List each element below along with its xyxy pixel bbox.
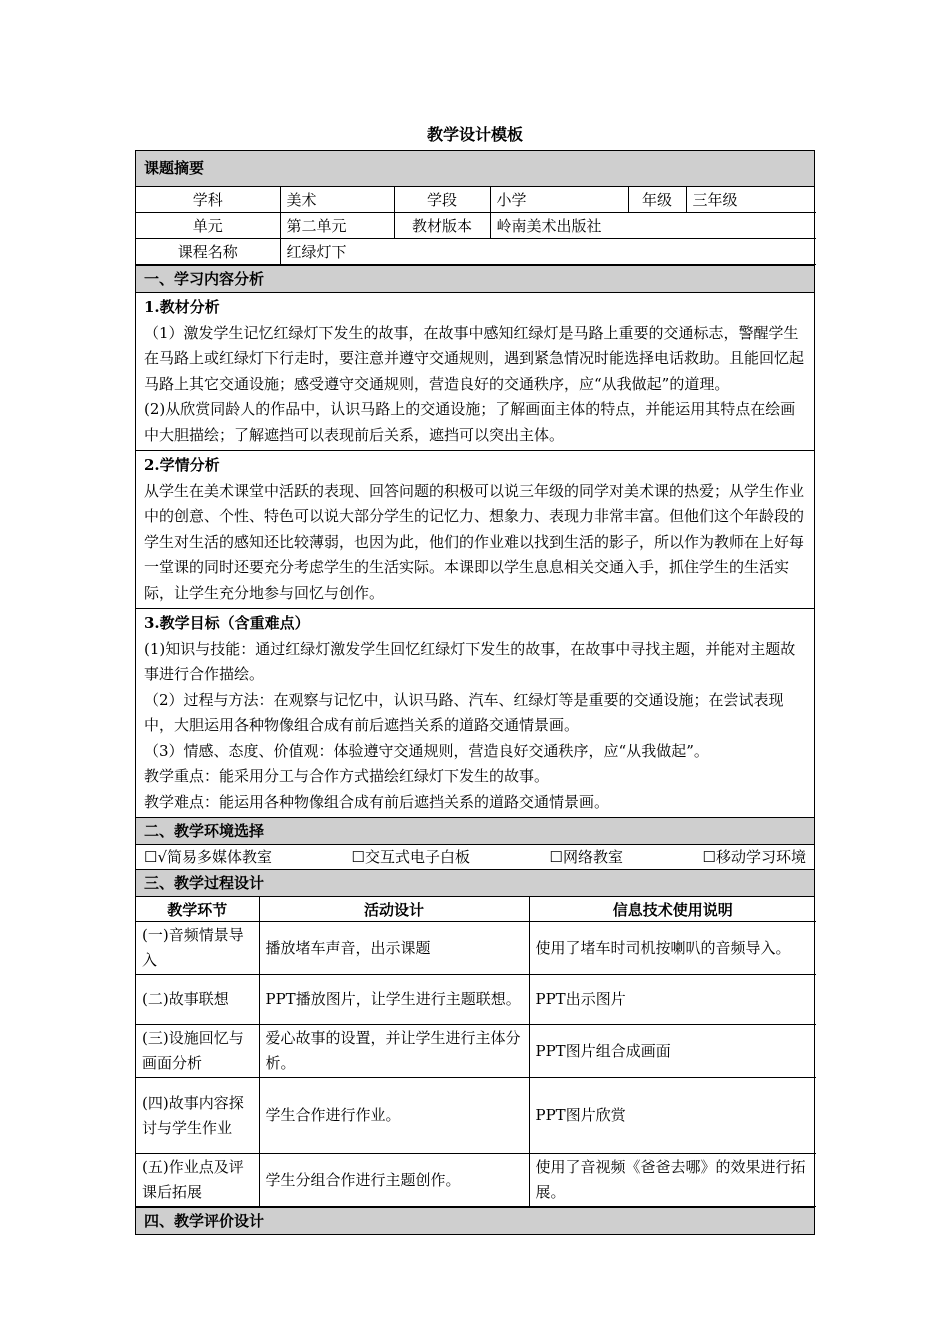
subject-label: 学科	[136, 187, 280, 213]
edition-label: 教材版本	[394, 213, 490, 239]
edition-value: 岭南美术出版社	[490, 213, 816, 239]
goals-paragraph: 教学难点：能运用各种物像组合成有前后遮挡关系的道路交通情景画。	[144, 792, 610, 811]
table-row	[136, 975, 816, 1025]
env-option-multimedia[interactable]: ☐√简易多媒体教室	[144, 848, 273, 866]
process-activity: 学生分组合作进行主题创作。	[259, 1154, 529, 1207]
process-tech: PPT图片组合成画面	[529, 1025, 816, 1078]
process-tech: PPT出示图片	[529, 975, 816, 1025]
course-value: 红绿灯下	[280, 239, 816, 265]
process-stage: (四)故事内容探讨与学生作业	[136, 1078, 259, 1154]
summary-table	[136, 187, 816, 265]
process-table	[136, 897, 816, 1207]
subject-value: 美术	[280, 187, 394, 213]
teaching-goals	[136, 609, 814, 818]
process-stage: (一)音频情景导入	[136, 922, 259, 975]
goals-paragraph: (1)知识与技能：通过红绿灯激发学生回忆红绿灯下发生的故事，在故事中寻找主题，并能对主题故事进行合作描绘。	[144, 639, 796, 683]
grade-label: 年级	[628, 187, 686, 213]
table-row	[136, 1025, 816, 1078]
course-label: 课程名称	[136, 239, 280, 265]
summary-heading: 课题摘要	[136, 151, 814, 187]
goals-paragraph: （3）情感、态度、价值观：体验遵守交通规则，营造良好交通秩序，应“从我做起”。	[144, 741, 709, 760]
process-tech: 使用了堵车时司机按喇叭的音频导入。	[529, 922, 816, 975]
section4-heading: 四、教学评价设计	[136, 1207, 814, 1234]
goals-paragraph: （2）过程与方法：在观察与记忆中，认识马路、汽车、红绿灯等是重要的交通设施；在尝试表现中，大胆运用各种物像组合成有前后遮挡关系的道路交通情景画。	[144, 690, 784, 734]
textbook-paragraph: （1）激发学生记忆红绿灯下发生的故事，在故事中感知红绿灯是马路上重要的交通标志，警醒学生在马路上或红绿灯下行走时，要注意并遵守交通规则，遇到紧急情况时能选择电话救助。且能回忆起马路上其它交通设施；感受遵守交通规则，营造良好的交通秩序，应“从我做起”的道理。	[144, 323, 805, 393]
section2-heading: 二、教学环境选择	[136, 818, 814, 845]
learner-paragraph: 从学生在美术课堂中活跃的表现、回答问题的积极可以说三年级的同学对美术课的热爱；从学生作业中的创意、个性、特色可以说大部分学生的记忆力、想象力、表现力非常丰富。但他们这个年龄段的学生对生活的感知还比较薄弱，也因为此，他们的作业难以找到生活的影子，所以作为教师在上好每一堂课的同时还要充分考虑学生的生活实际。本课即以学生息息相关交通入手，抓住学生的生活实际，让学生充分地参与回忆与创作。	[144, 481, 805, 602]
page-title: 教学设计模板	[426, 125, 523, 144]
table-row	[136, 922, 816, 975]
process-col-activity: 活动设计	[259, 897, 529, 922]
goals-title: 3.教学目标（含重难点）	[144, 614, 310, 632]
process-activity: 学生合作进行作业。	[259, 1078, 529, 1154]
process-col-stage: 教学环节	[136, 897, 259, 922]
table-row	[136, 1154, 816, 1207]
env-option-whiteboard[interactable]: ☐交互式电子白板	[351, 848, 470, 866]
environment-options	[136, 845, 814, 870]
process-tech: 使用了音视频《爸爸去哪》的效果进行拓展。	[529, 1154, 816, 1207]
learner-title: 2.学情分析	[144, 456, 220, 474]
process-tech: PPT图片欣赏	[529, 1078, 816, 1154]
process-stage: (三)设施回忆与画面分析	[136, 1025, 259, 1078]
process-col-tech: 信息技术使用说明	[529, 897, 816, 922]
grade-value: 三年级	[686, 187, 816, 213]
stage-label: 学段	[394, 187, 490, 213]
learner-analysis	[136, 451, 814, 609]
textbook-analysis	[136, 293, 814, 451]
env-option-network[interactable]: ☐网络教室	[549, 848, 623, 866]
process-stage: (五)作业点及评课后拓展	[136, 1154, 259, 1207]
stage-value: 小学	[490, 187, 628, 213]
process-activity: 爱心故事的设置，并让学生进行主体分析。	[259, 1025, 529, 1078]
unit-value: 第二单元	[280, 213, 394, 239]
unit-label: 单元	[136, 213, 280, 239]
process-activity: PPT播放图片，让学生进行主题联想。	[259, 975, 529, 1025]
goals-paragraph: 教学重点：能采用分工与合作方式描绘红绿灯下发生的故事。	[144, 767, 550, 785]
process-activity: 播放堵车声音，出示课题	[259, 922, 529, 975]
env-option-mobile[interactable]: ☐移动学习环境	[702, 848, 806, 866]
process-stage: (二)故事联想	[136, 975, 259, 1025]
lesson-plan-table	[135, 150, 815, 1235]
textbook-paragraph: (2)从欣赏同龄人的作品中，认识马路上的交通设施；了解画面主体的特点，并能运用其特点在绘画中大胆描绘；了解遮挡可以表现前后关系，遮挡可以突出主体。	[144, 400, 796, 444]
table-row	[136, 1078, 816, 1154]
section3-heading: 三、教学过程设计	[136, 870, 814, 897]
textbook-title: 1.教材分析	[144, 298, 220, 316]
section1-heading: 一、学习内容分析	[136, 265, 814, 293]
